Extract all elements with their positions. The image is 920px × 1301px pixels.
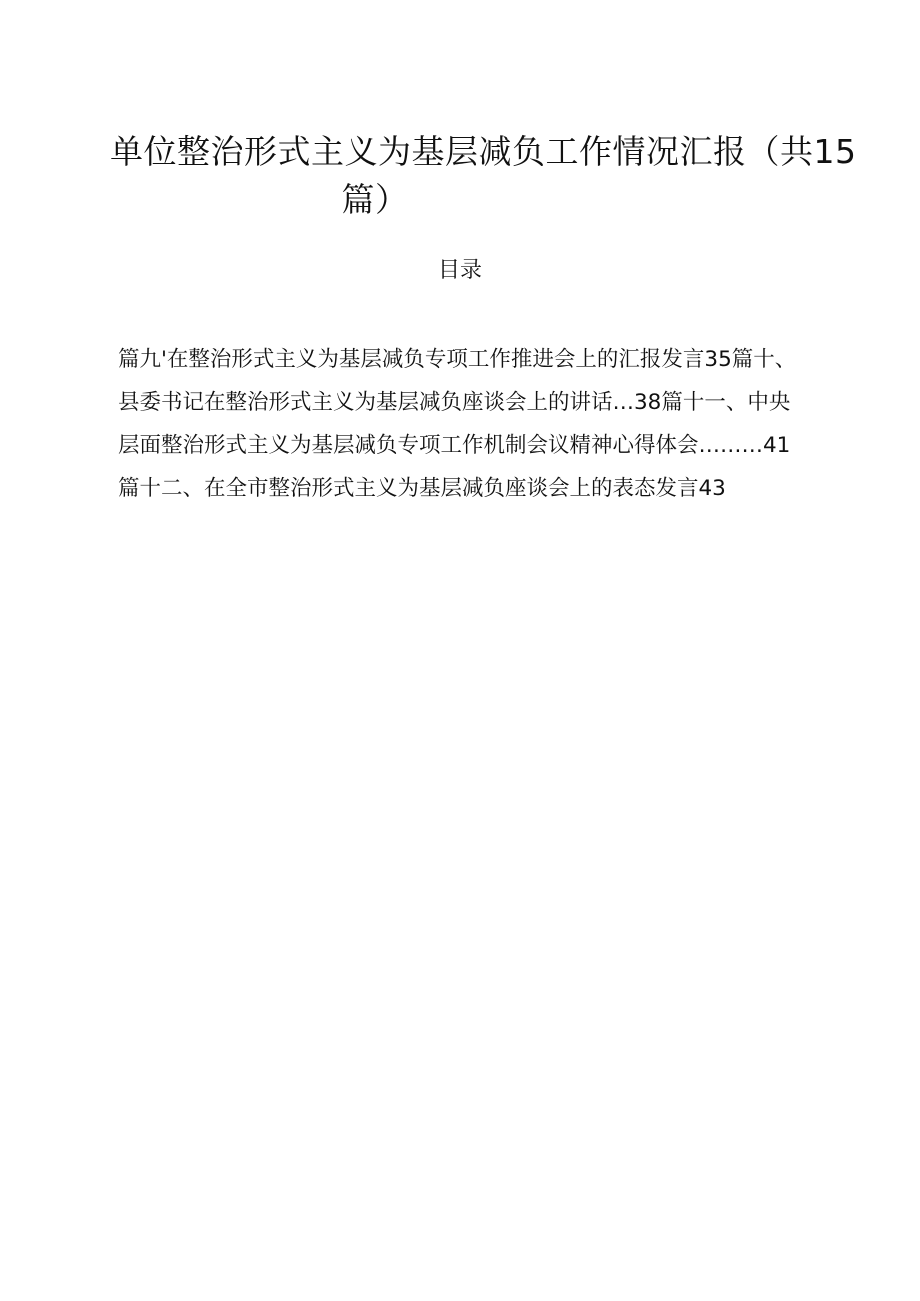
title-line-1: 单位整治形式主义为基层减负工作情况汇报（共15 bbox=[110, 132, 857, 171]
table-of-contents bbox=[118, 338, 830, 510]
toc-line-3[interactable]: 层面整治形式主义为基层减负专项工作机制会议精神心得体会………41 bbox=[118, 433, 791, 458]
toc-heading: 目录 bbox=[437, 258, 482, 283]
title-line-2: 篇） bbox=[341, 180, 409, 219]
toc-line-4[interactable]: 篇十二、在全市整治形式主义为基层减负座谈会上的表态发言43 bbox=[118, 476, 726, 501]
toc-line-2[interactable]: 县委书记在整治形式主义为基层减负座谈会上的讲话…38篇十一、中央 bbox=[118, 390, 791, 415]
toc-line-1[interactable]: 篇九'在整治形式主义为基层减负专项工作推进会上的汇报发言35篇十、 bbox=[118, 347, 797, 372]
document-title bbox=[110, 128, 857, 224]
